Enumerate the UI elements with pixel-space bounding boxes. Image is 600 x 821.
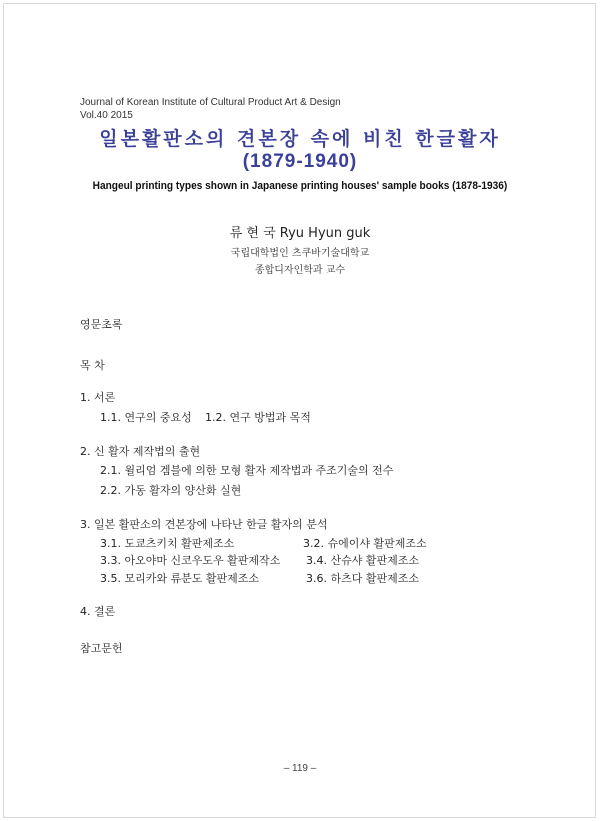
- journal-header: [80, 96, 341, 122]
- title-years: (1879-1940): [242, 151, 358, 172]
- title-english: Hangeul printing types shown in Japanese printing houses' sample books (1878-1936): [92, 180, 508, 192]
- toc-heading: 목 차: [80, 359, 105, 372]
- toc-section-2: 2. 신 활자 제작법의 출현: [80, 445, 201, 458]
- toc-section-1-1: 1.1. 연구의 중요성: [100, 411, 192, 424]
- author-affiliation-2: 종합디자인학과 교수: [254, 265, 346, 276]
- title-korean: 일본활판소의 견본장 속에 비친 한글활자: [99, 128, 501, 150]
- toc-section-4: 4. 결론: [80, 605, 116, 618]
- references-heading: 참고문헌: [80, 642, 123, 655]
- page-number: – 119 –: [283, 763, 317, 774]
- toc-section-3-2: 3.2. 슈에이샤 활판제조소: [303, 537, 427, 550]
- toc-section-3: 3. 일본 활판소의 견본장에 나타난 한글 활자의 분석: [80, 518, 328, 531]
- toc-section-3-3: 3.3. 아오야마 신코우도우 활판제작소: [100, 554, 281, 567]
- toc-section-3-4: 3.4. 산슈샤 활판제조소: [306, 554, 419, 567]
- abstract-heading: 영문초록: [80, 318, 123, 331]
- toc-section-2-2: 2.2. 가동 활자의 양산화 실현: [100, 484, 242, 497]
- toc-section-3-5: 3.5. 모리카와 류분도 활판제조소: [100, 572, 259, 585]
- author-name: 류 현 국 Ryu Hyun guk: [229, 226, 371, 241]
- journal-volume: Vol.40 2015: [80, 110, 133, 121]
- toc-section-1-2: 1.2. 연구 방법과 목적: [205, 411, 311, 424]
- toc-section-3-1: 3.1. 도쿄츠키치 활판제조소: [100, 537, 235, 550]
- toc-section-1: 1. 서론: [80, 391, 116, 404]
- journal-name: Journal of Korean Institute of Cultural Product Art & Design: [80, 97, 341, 108]
- toc-section-3-6: 3.6. 하츠다 활판제조소: [306, 572, 419, 585]
- author-affiliation-1: 국립대학법인 츠쿠바기술대학교: [230, 248, 370, 259]
- toc-section-2-1: 2.1. 윌리엄 겜블에 의한 모형 활자 제작법과 주조기술의 전수: [100, 464, 394, 477]
